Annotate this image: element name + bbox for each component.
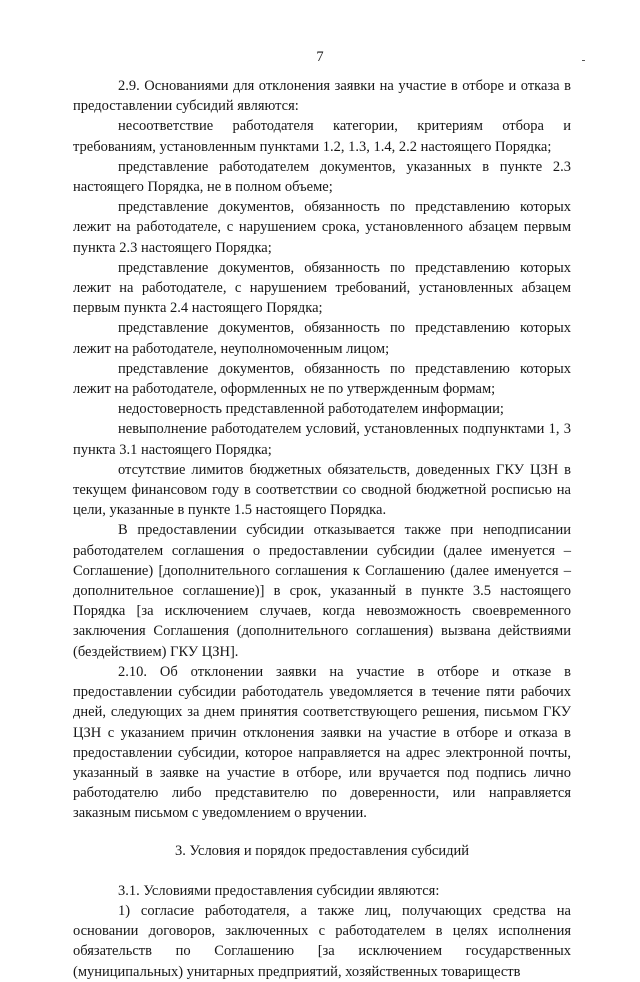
paragraph: несоответствие работодателя категории, критериям отбора и требованиям, установленным пунктами 1.2, 1.3, 1.4, 2.2 настоящего Порядка; (73, 118, 571, 155)
paragraph: 1) согласие работодателя, а также лиц, получающих средства на основании договоров, заключенных с работодателем в целях исполнения обязательств по Соглашению [за исключением государственных (муниципальных) унитарных предприятий, хозяйственных товариществ (73, 902, 571, 980)
page-number: 7 (316, 49, 324, 65)
paragraph: представление документов, обязанность по представлению которых лежит на работодателе, оформленных не по утвержденным формам; (73, 360, 571, 398)
paragraph: представление документов, обязанность по представлению которых лежит на работодателе, неуполномоченным лицом; (73, 320, 571, 357)
paragraph: 3.1. Условиями предоставления субсидии являются: (118, 882, 440, 899)
paragraph: В предоставлении субсидии отказывается также при неподписании работодателем соглашения о предоставлении субсидии (далее именуется – Соглашение) [дополнительного соглашения к Соглашению (далее именуется – дополнительное соглашение)] в срок, указанный в пункте 3.5 настоящего Порядка [за исключением случаев, когда невозможность своевременного заключения Соглашения (дополнительного соглашения) вызвана действиями (бездействием) ГКУ ЦЗН]. (73, 522, 571, 660)
scan-mark (582, 60, 585, 61)
paragraph: отсутствие лимитов бюджетных обязательств, доведенных ГКУ ЦЗН в текущем финансовом году в соответствии со сводной бюджетной росписью на цели, указанные в пункте 1.5 настоящего Порядка. (73, 461, 571, 519)
document-body (73, 76, 571, 982)
paragraph: 2.9. Основаниями для отклонения заявки на участие в отборе и отказа в предоставлении субсидий являются: (73, 78, 571, 115)
paragraph: недостоверность представленной работодателем информации; (118, 401, 504, 418)
paragraph: представление документов, обязанность по представлению которых лежит на работодателе, с нарушением требований, установленных абзацем первым пункта 2.4 настоящего Порядка; (73, 259, 571, 317)
paragraph: 2.10. Об отклонении заявки на участие в отборе и отказе в предоставлении субсидии работодатель уведомляется в течение пяти рабочих дней, следующих за днем принятия соответствующего решения, письмом ГКУ ЦЗН с указанием причин отклонения заявки на участие в отборе и отказа в предоставлении субсидии, которое направляется на адрес электронной почты, указанный в заявке на участие в отборе, или вручается под подпись лично работодателю либо представителю по доверенности, или направляется заказным письмом с уведомлением о вручении. (73, 663, 571, 822)
section-heading: 3. Условия и порядок предоставления субсидий (174, 842, 469, 859)
paragraph: представление документов, обязанность по представлению которых лежит на работодателе, с нарушением срока, установленного абзацем первым пункта 2.3 настоящего Порядка; (73, 199, 571, 256)
paragraph: представление работодателем документов, указанных в пункте 2.3 настоящего Порядка, не в полном объеме; (73, 158, 571, 196)
paragraph: невыполнение работодателем условий, установленных подпунктами 1, 3 пункта 3.1 настоящего Порядка; (73, 421, 571, 458)
